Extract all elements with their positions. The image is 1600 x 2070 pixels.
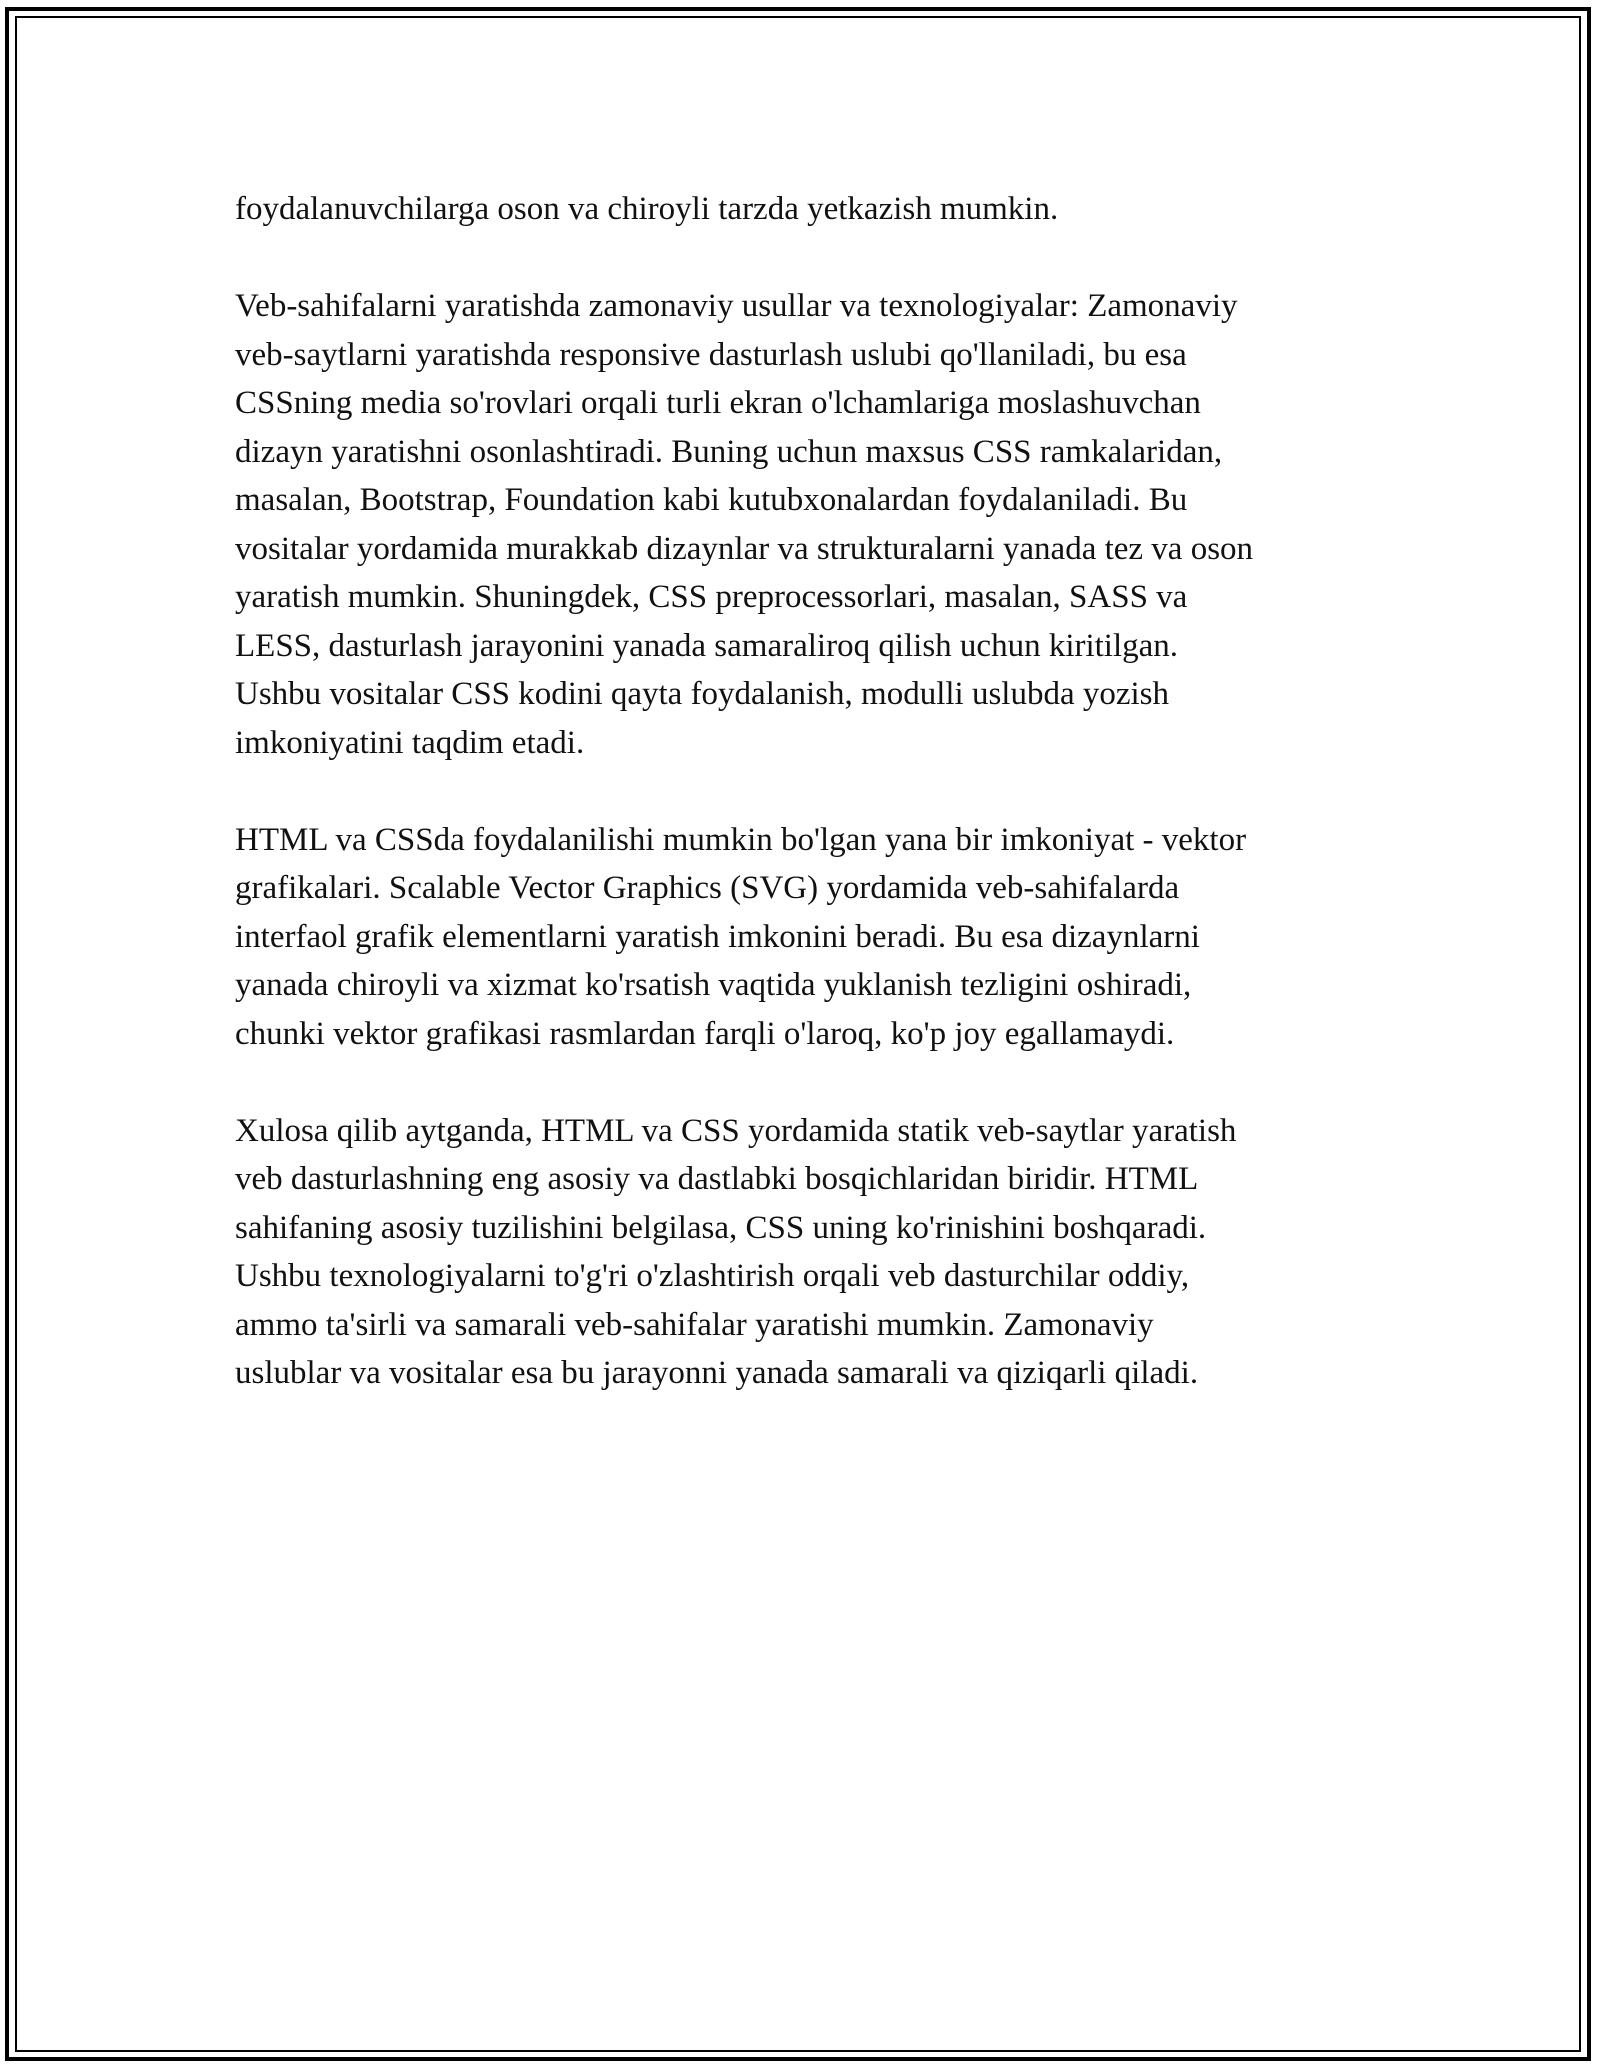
paragraph-svg-graphics: HTML va CSSda foydalanilishi mumkin bo'lgan yana bir imkoniyat - vektor grafikalari. Scalable Vector Graphics (SVG) yordamida veb-sahifalarda interfaol grafik elementlarni yaratish imkonini beradi. Bu esa dizaynlarni yanada chiroyli va xizmat ko'rsatish vaqtida yuklanish tezligini oshiradi, chunki vektor grafikasi rasmlardan farqli o'laroq, ko'p joy egallamaydi. (235, 821, 1247, 1052)
paragraph-modern-methods: Veb-sahifalarni yaratishda zamonaviy usullar va texnologiyalar: Zamonaviy veb-saytlarni yaratishda responsive dasturlash uslubi qo'llaniladi, bu esa CSSning media so'rovlari orqali turli ekran o'lchamlariga moslashuvchan dizayn yaratishni osonlashtiradi. Buning uchun maxsus CSS ramkalaridan, masalan, Bootstrap, Foundation kabi kutubxonalardan foydalaniladi. Bu vositalar yordamida murakkab dizaynlar va strukturalarni yanada tez va oson yaratish mumkin. Shuningdek, CSS preprocessorlari, masalan, SASS va LESS, dasturlash jarayonini yanada samaraliroq qilish uchun kiritilgan. Ushbu vositalar CSS kodini qayta foydalanish, modulli uslubda yozish imkoniyatini taqdim etadi. (235, 288, 1254, 761)
paragraph-intro-continuation: foydalanuvchilarga oson va chiroyli tarzda yetkazish mumkin. (235, 191, 1059, 227)
paragraph-conclusion: Xulosa qilib aytganda, HTML va CSS yordamida statik veb-saytlar yaratish veb dasturlashning eng asosiy va dastlabki bosqichlaridan biridir. HTML sahifaning asosiy tuzilishini belgilasa, CSS uning ko'rinishini boshqaradi. Ushbu texnologiyalarni to'g'ri o'zlashtirish orqali veb dasturchilar oddiy, ammo ta'sirli va samarali veb-sahifalar yaratishi mumkin. Zamonaviy uslublar va vositalar esa bu jarayonni yanada samarali va qiziqarli qiladi. (235, 1112, 1237, 1391)
document-body (235, 185, 1385, 1446)
